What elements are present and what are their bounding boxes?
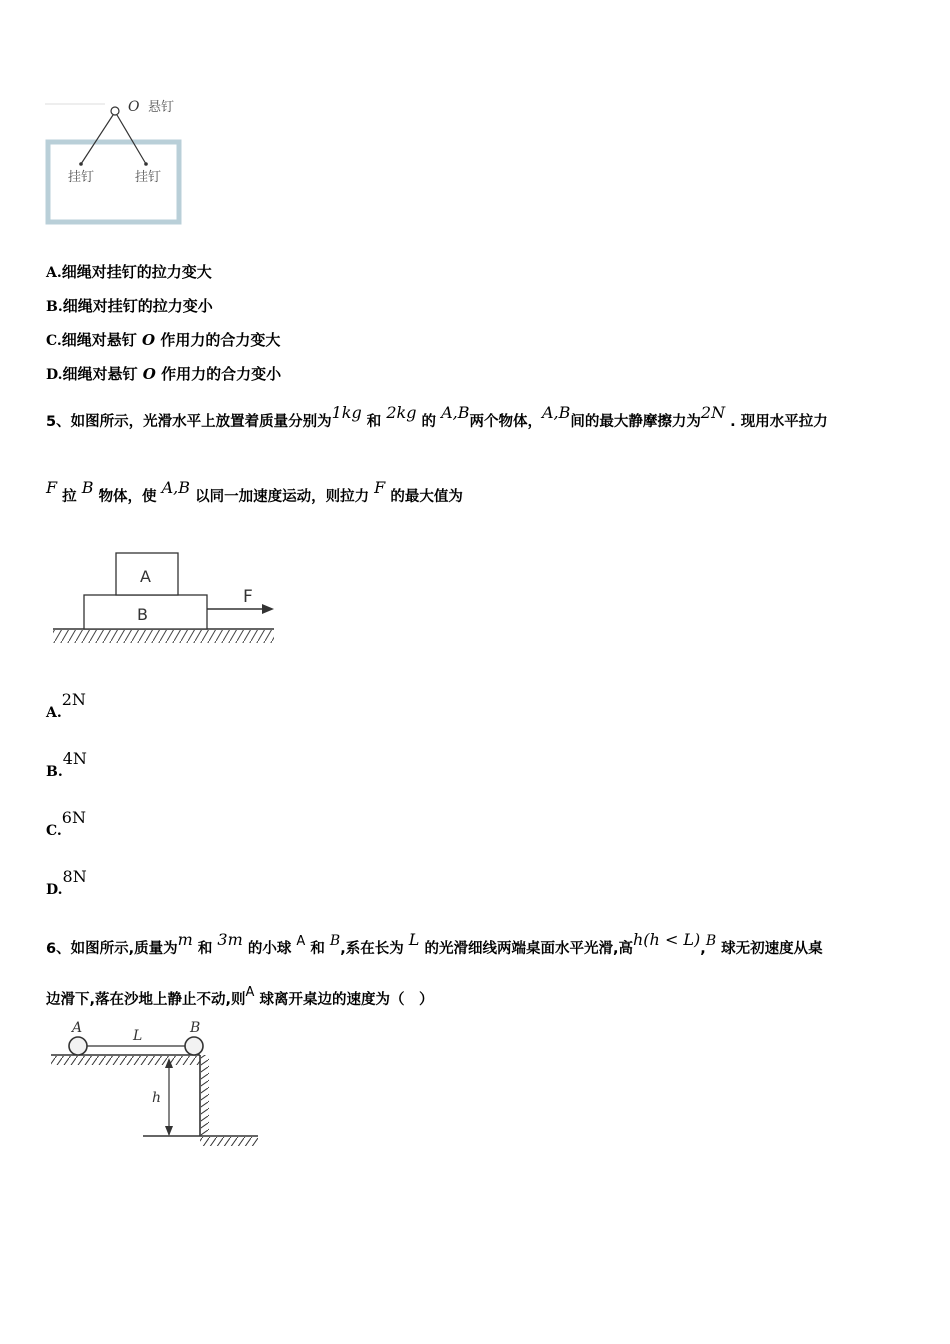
q5-stem-line2: F 拉 B 物体，使 A,B 以同一加速度运动，则拉力 F 的最大值为 xyxy=(46,478,463,505)
q6-stem-line1: 6、如图所示,质量为m 和 3m 的小球 A 和 B,系在长为 L 的光滑细线两端桌面水平光滑,高h(h < L),B 球无初速度从桌 xyxy=(46,930,823,957)
height-label: h xyxy=(152,1090,162,1106)
length-label: L xyxy=(133,1028,143,1044)
q5-option-c: C.6N xyxy=(46,808,86,839)
q5-stem-line1: 5、如图所示，光滑水平上放置着质量分别为1kg 和 2kg 的 A,B两个物体，A,B间的最大静摩擦力为2N . 现用水平拉力 xyxy=(46,403,828,430)
left-nail-label: 挂钉 xyxy=(68,170,95,185)
q6-stem-line2: 边滑下,落在沙地上静止不动,则A 球离开桌边的速度为（ ） xyxy=(46,985,434,1008)
q4-option-d: D.细绳对悬钉 O 作用力的合力变小 xyxy=(46,365,282,383)
block-a-label: A xyxy=(140,567,151,586)
q5-option-d: D.8N xyxy=(46,867,87,898)
right-nail-label: 挂钉 xyxy=(135,170,162,185)
pivot-nail-o xyxy=(111,107,119,115)
frame-hanging-figure xyxy=(40,92,210,232)
pivot-name: 悬钉 xyxy=(148,100,175,115)
ball-a xyxy=(69,1037,87,1055)
q4-option-b: B.细绳对挂钉的拉力变小 xyxy=(46,297,213,315)
table-edge-figure xyxy=(48,1018,263,1153)
ball-b xyxy=(185,1037,203,1055)
force-label: F xyxy=(243,587,253,607)
q4-option-c: C.细绳对悬钉 O 作用力的合力变大 xyxy=(46,331,281,349)
stacked-blocks-figure xyxy=(48,545,280,650)
block-b-label: B xyxy=(137,605,148,624)
q4-option-a: A.细绳对挂钉的拉力变大 xyxy=(46,263,212,281)
pivot-label: O xyxy=(128,99,140,115)
ball-b-label: B xyxy=(190,1020,201,1036)
q5-option-a: A.2N xyxy=(46,690,86,721)
ball-a-label: A xyxy=(72,1020,83,1036)
q5-option-b: B.4N xyxy=(46,749,87,780)
